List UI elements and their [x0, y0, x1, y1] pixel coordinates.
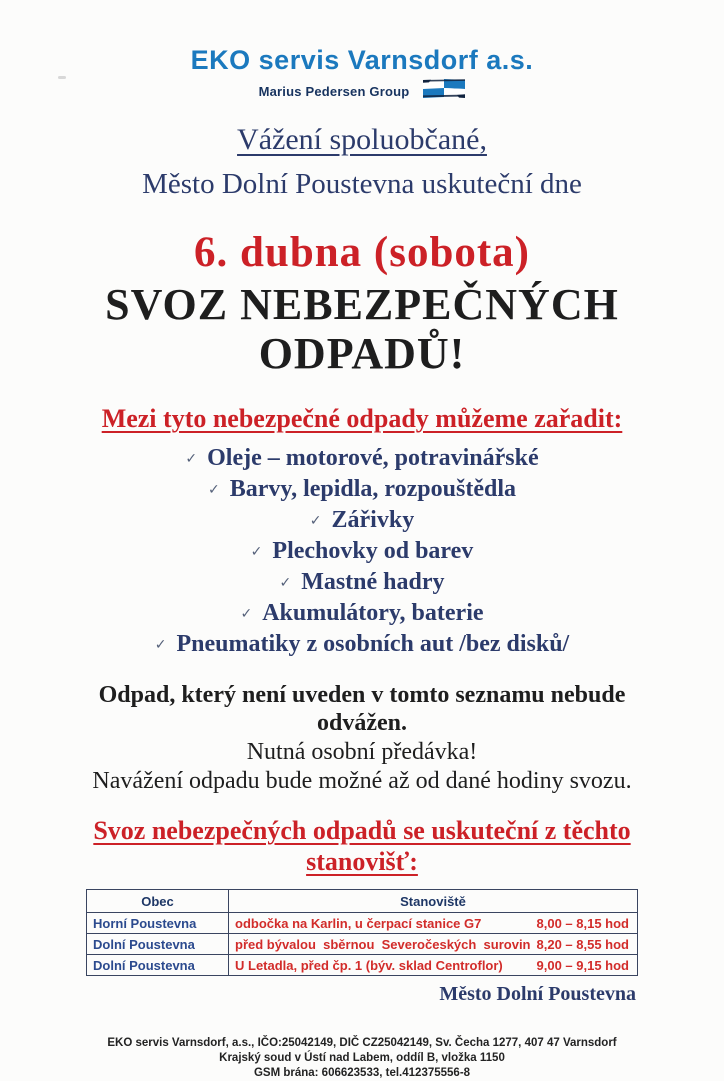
list-item-text: Barvy, lepidla, rozpouštědla: [229, 476, 516, 503]
list-item: [0, 475, 724, 506]
hazard-list: [0, 444, 724, 661]
list-item: [0, 568, 724, 599]
stanoviste-cell: [229, 934, 638, 955]
list-item: [0, 599, 724, 630]
signature: Město Dolní Poustevna: [439, 983, 636, 1006]
stations-heading: Svoz nebezpečných odpadů se uskuteční z těchto stanovišť:: [93, 816, 631, 877]
hazard-list-heading: Mezi tyto nebezpečné odpady můžeme zařadit:: [101, 404, 623, 434]
list-item: [0, 537, 724, 568]
obec-cell: Horní Poustevna: [87, 913, 229, 934]
stanoviste-cell: [229, 955, 638, 976]
obec-cell: Dolní Poustevna: [87, 955, 229, 976]
list-item-text: Pneumatiky z osobních aut /bez disků/: [176, 631, 570, 658]
list-item: [0, 630, 724, 661]
group-name: Marius Pedersen Group: [258, 83, 410, 99]
footer-line-3: GSM brána: 606623533, tel.412375556-8: [253, 1067, 471, 1079]
station-time: 9,00 – 9,15 hod: [536, 957, 629, 973]
check-bullet-icon: ✓: [154, 637, 167, 654]
check-bullet-icon: ✓: [240, 606, 253, 623]
check-bullet-icon: ✓: [185, 451, 198, 468]
intro-line: Město Dolní Poustevna uskuteční dne: [142, 168, 582, 201]
footer-line-2: Krajský soud v Ústí nad Labem, oddíl B, vložka 1150: [219, 1052, 505, 1065]
list-item-text: Plechovky od barev: [272, 538, 474, 565]
table-header-row: [87, 890, 638, 913]
main-title-line-1: SVOZ NEBEZPEČNÝCH: [105, 280, 619, 330]
salutation: Vážení spoluobčané,: [237, 123, 487, 157]
list-item: [0, 444, 724, 475]
footer: [0, 1036, 724, 1081]
notice-bold: Odpad, který není uveden v tomto seznamu nebude odvážen.: [98, 682, 626, 737]
scan-artifact: [58, 76, 66, 79]
check-bullet-icon: ✓: [208, 482, 220, 499]
stanoviste-cell: [229, 913, 638, 934]
station-time: 8,00 – 8,15 hod: [536, 915, 629, 931]
company-name: EKO servis Varnsdorf a.s.: [190, 45, 534, 75]
check-bullet-icon: ✓: [250, 544, 263, 561]
list-item-text: Akumulátory, baterie: [262, 600, 484, 627]
station-location: před bývalou sběrnou Severočeských surovin: [235, 936, 531, 952]
check-bullet-icon: ✓: [309, 513, 322, 530]
station-location: U Letadla, před čp. 1 (býv. sklad Centroflor): [235, 957, 503, 973]
footer-line-1: EKO servis Varnsdorf, a.s., IČO:25042149, DIČ CZ25042149, Sv. Čecha 1277, 407 47 Varnsdorf: [107, 1037, 617, 1050]
table-row: [87, 934, 638, 955]
list-item-text: Mastné hadry: [301, 569, 445, 596]
table-row: [87, 955, 638, 976]
company-logo: [0, 0, 724, 103]
list-item-text: Zářivky: [331, 507, 415, 534]
notice-line-3: Navážení odpadu bude možné až od dané hodiny svozu.: [92, 768, 632, 795]
marius-pedersen-flag-icon: [423, 79, 465, 103]
list-item: [0, 506, 724, 537]
col-header-obec: Obec: [87, 890, 229, 913]
event-date: 6. dubna (sobota): [193, 229, 530, 277]
main-title: [0, 281, 724, 378]
station-location: odbočka na Karlin, u čerpací stanice G7: [235, 915, 482, 931]
notice-line-2: Nutná osobní předávka!: [246, 739, 478, 766]
obec-cell: Dolní Poustevna: [87, 934, 229, 955]
station-time: 8,20 – 8,55 hod: [536, 936, 629, 952]
check-bullet-icon: ✓: [279, 575, 292, 592]
stations-table: [86, 889, 638, 976]
list-item-text: Oleje – motorové, potravinářské: [207, 445, 539, 472]
table-row: [87, 913, 638, 934]
main-title-line-2: ODPADŮ!: [258, 328, 466, 378]
col-header-stanoviste: Stanoviště: [229, 890, 638, 913]
